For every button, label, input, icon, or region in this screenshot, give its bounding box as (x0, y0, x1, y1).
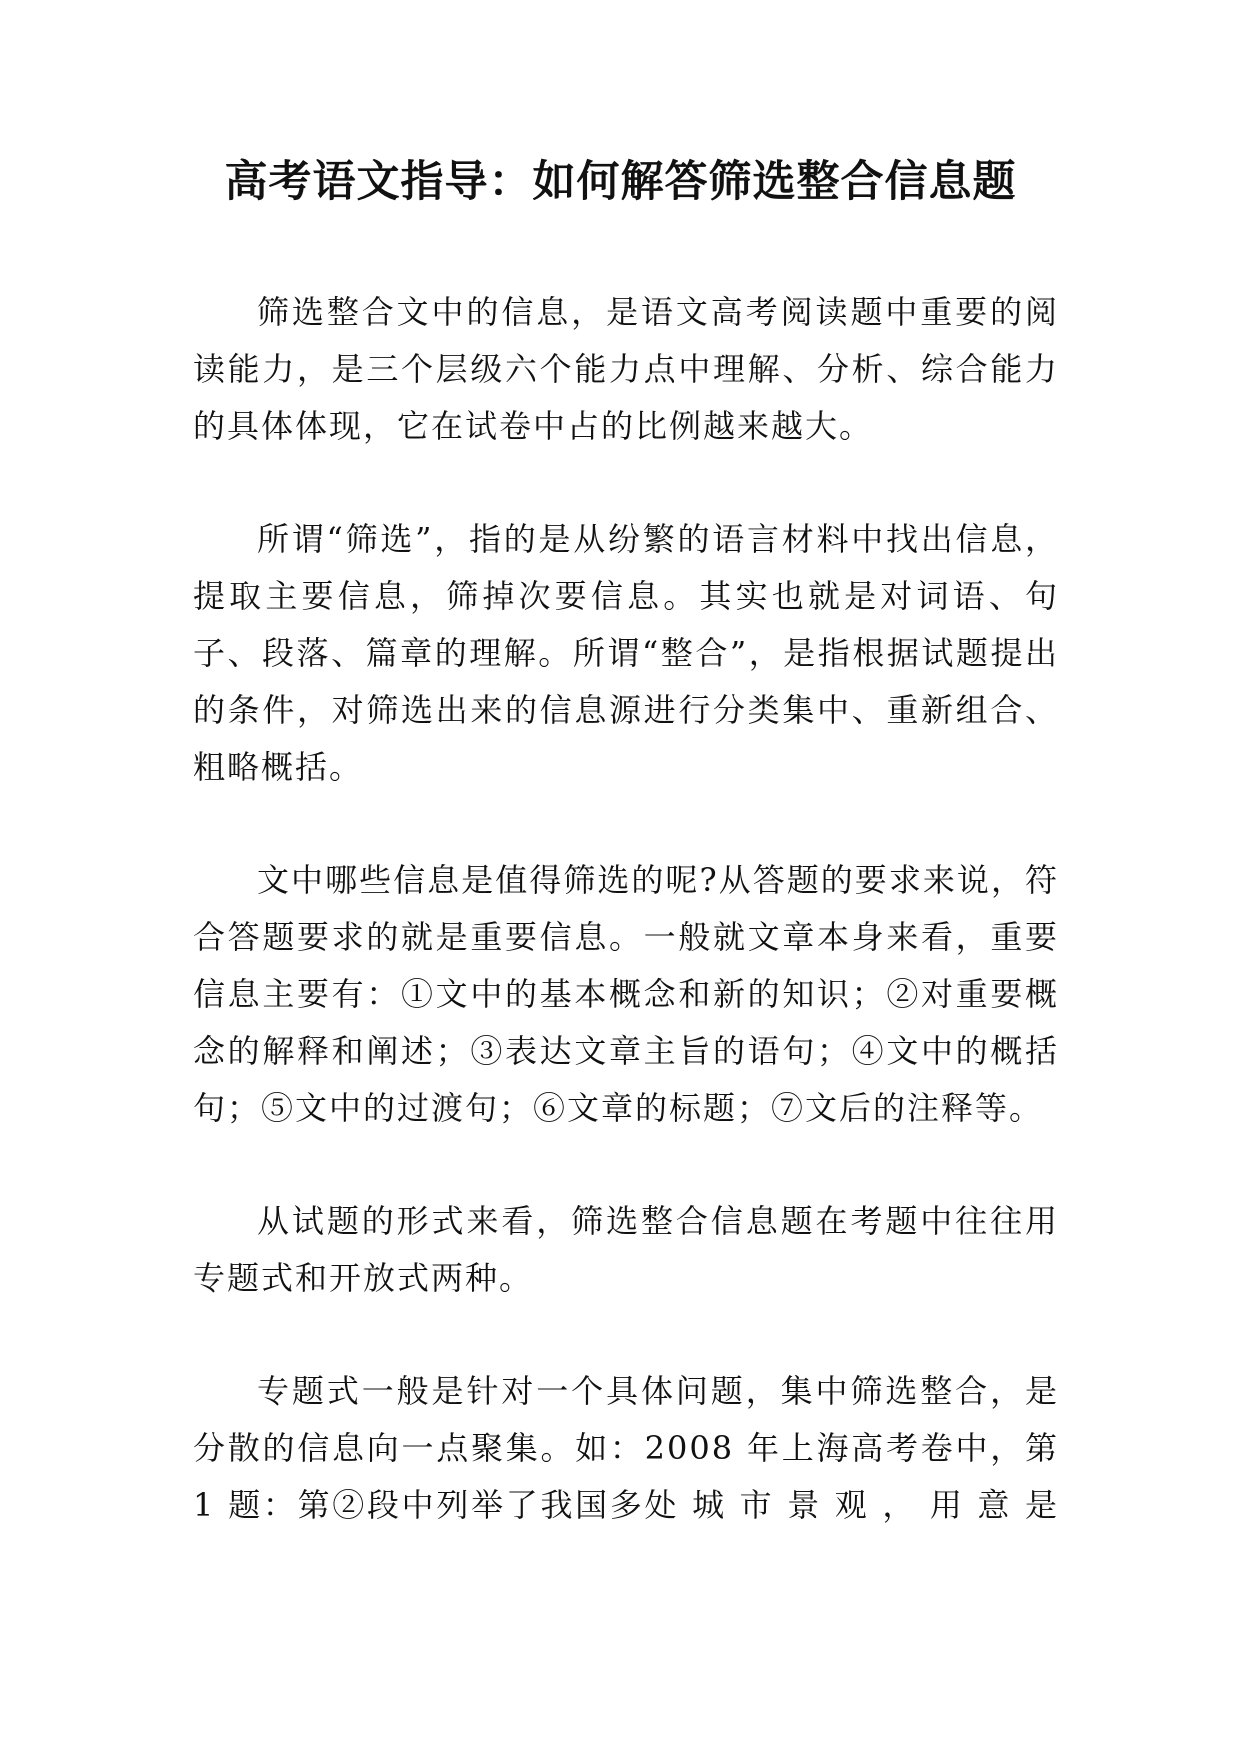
paragraph-intro: 筛选整合文中的信息，是语文高考阅读题中重要的阅读能力，是三个层级六个能力点中理解、分析、综合能力的具体体现，它在试卷中占的比例越来越大。 (193, 293, 1059, 445)
paragraph-definitions: 所谓“筛选”，指的是从纷繁的语言材料中找出信息，提取主要信息，筛掉次要信息。其实也就是对词语、句子、段落、篇章的理解。所谓“整合”，是指根据试题提出的条件，对筛选出来的信息源进行分类集中、重新组合、粗略概括。 (193, 520, 1059, 786)
paragraph-important-info: 文中哪些信息是值得筛选的呢?从答题的要求来说，符合答题要求的就是重要信息。一般就文章本身来看，重要信息主要有：①文中的基本概念和新的知识；②对重要概念的解释和阐述；③表达文章主旨的语句；④文中的概括句；⑤文中的过渡句；⑥文章的标题；⑦文后的注释等。 (193, 861, 1059, 1127)
document-body (193, 284, 1059, 1590)
document-title: 高考语文指导：如何解答筛选整合信息题 (224, 157, 1017, 207)
paragraph-question-forms: 从试题的形式来看，筛选整合信息题在考题中往往用专题式和开放式两种。 (193, 1202, 1059, 1297)
paragraph-topic-style: 专题式一般是针对一个具体问题，集中筛选整合，是分散的信息向一点聚集。如：2008 年上海高考卷中，第 1 题：第②段中列举了我国多处 城 市 景 观 ， 用 意 是 (193, 1372, 1059, 1524)
